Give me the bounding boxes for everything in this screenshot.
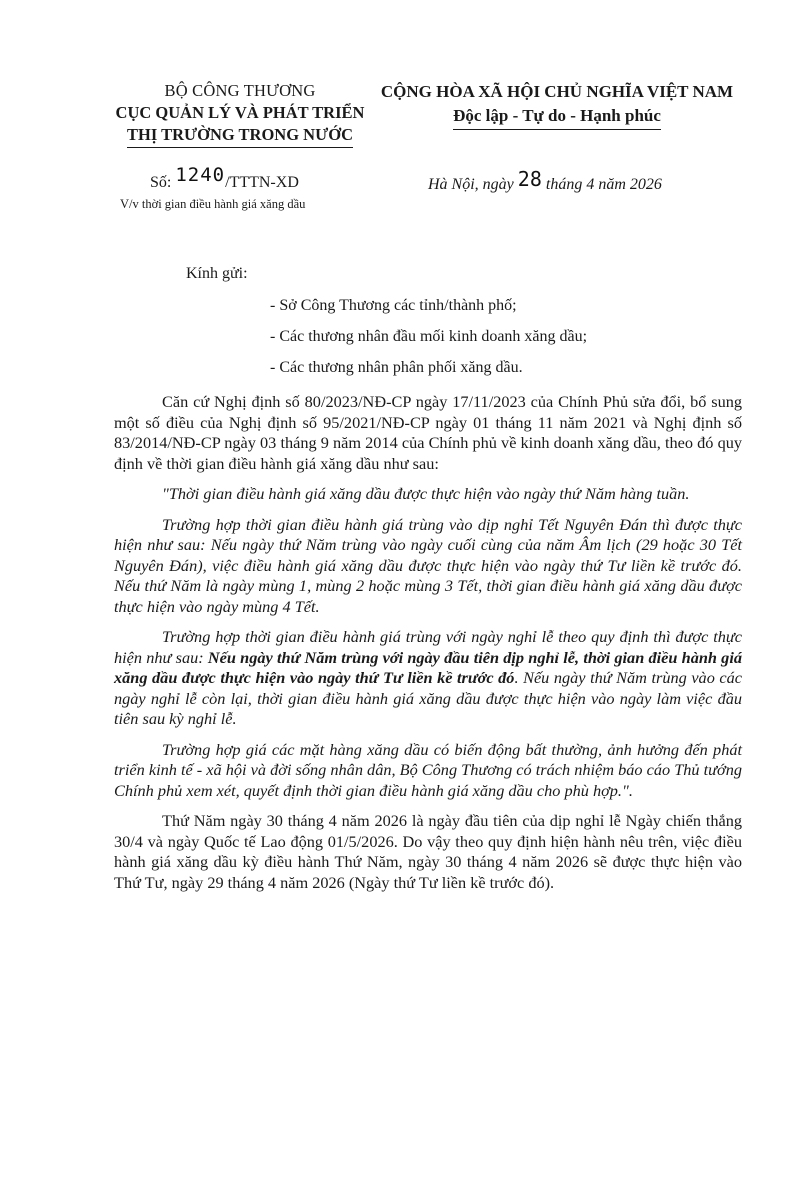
body-paragraph-conclusion: Thứ Năm ngày 30 tháng 4 năm 2026 là ngày đầu tiên của dịp nghỉ lễ Ngày chiến thắng 30/4 và ngày Quốc tế Lao động 01/5/2026. Do vậy theo quy định hiện hành nêu trên, việc điều hành giá xăng dầu kỳ điều hành Thứ Năm, ngày 30 tháng 4 năm 2026 sẽ được thực hiện vào Thứ Tư, ngày 29 tháng 4 năm 2026 (Ngày thứ Tư liền kề trước đó).: [114, 811, 742, 892]
national-motto: Độc lập - Tự do - Hạnh phúc: [453, 104, 661, 130]
department-name-line2: THỊ TRƯỜNG TRONG NƯỚC: [127, 124, 353, 148]
greeting: Kính gửi:: [186, 265, 248, 282]
issuing-agency-block: [100, 80, 380, 148]
document-body: [114, 392, 742, 903]
quote-paragraph-abnormal: Trường hợp giá các mặt hàng xăng dầu có biến động bất thường, ảnh hưởng đến phát triển kinh tế - xã hội và đời sống nhân dân, Bộ Công Thương có trách nhiệm báo cáo Thủ tướng Chính phủ xem xét, quyết định thời gian điều hành giá xăng dầu cho phù hợp.".: [114, 739, 742, 800]
quote-paragraph-weekly: "Thời gian điều hành giá xăng dầu được thực hiện vào ngày thứ Năm hàng tuần.: [162, 484, 690, 503]
doc-number-handwritten: 1240: [175, 164, 226, 186]
recipient-item: - Sở Công Thương các tỉnh/thành phố;: [270, 297, 517, 314]
quote-holiday-intro: Trường hợp thời gian điều hành giá trùng với ngày nghỉ lễ theo quy định thì được thực hiện như sau:: [114, 627, 742, 667]
recipient-list: [270, 290, 587, 383]
quote-paragraph-tet: Trường hợp thời gian điều hành giá trùng vào dịp nghỉ Tết Nguyên Đán thì được thực hiện như sau: Nếu ngày thứ Năm trùng vào ngày cuối cùng của năm Âm lịch (29 hoặc 30 Tết Nguyên Đán), việc điều hành giá xăng dầu được thực hiện vào ngày thứ Tư liền kề trước đó. Nếu thứ Năm là ngày mùng 1, mùng 2 hoặc mùng 3 Tết, thời gian điều hành giá xăng dầu được thực hiện vào ngày mùng 4 Tết.: [114, 514, 742, 616]
document-date: [428, 167, 662, 194]
quote-holiday-emphasis: Nếu ngày thứ Năm trùng với ngày đầu tiên dịp nghỉ lễ, thời gian điều hành giá xăng dầu được thực hiện vào ngày thứ Tư liền kề trước đó: [114, 647, 742, 687]
body-paragraph-legal-basis: Căn cứ Nghị định số 80/2023/NĐ-CP ngày 17/11/2023 của Chính Phủ sửa đổi, bổ sung một số điều của Nghị định số 95/2021/NĐ-CP ngày 01 tháng 11 năm 2021 và Nghị định số 83/2014/NĐ-CP ngày 03 tháng 9 năm 2014 của Chính phủ về kinh doanh xăng dầu, theo đó quy định về thời gian điều hành giá xăng dầu như sau:: [114, 392, 742, 473]
republic-name: CỘNG HÒA XÃ HỘI CHỦ NGHĨA VIỆT NAM: [380, 82, 734, 101]
recipient-item: - Các thương nhân phân phối xăng dầu.: [270, 359, 523, 376]
date-suffix: tháng 4 năm 2026: [541, 176, 662, 193]
recipient-item: - Các thương nhân đầu mối kinh doanh xăng dầu;: [270, 328, 588, 345]
quote-holiday-rest: . Nếu ngày thứ Năm trùng vào các ngày nghỉ lễ còn lại, thời gian điều hành giá xăng dầu được thực hiện vào ngày làm việc đầu tiên sau kỳ nghỉ lễ.: [114, 668, 742, 728]
ministry-name: BỘ CÔNG THƯƠNG: [164, 81, 316, 100]
doc-number-prefix: Số:: [150, 174, 176, 191]
national-heading-block: [372, 80, 742, 130]
document-subject: V/v thời gian điều hành giá xăng dầu: [120, 197, 306, 211]
doc-number-suffix: /TTTN-XD: [225, 174, 299, 191]
quote-paragraph-holiday: [114, 627, 742, 730]
document-number: [150, 164, 299, 192]
date-prefix: Hà Nội, ngày: [428, 176, 518, 193]
department-name-line1: CỤC QUẢN LÝ VÀ PHÁT TRIỂN: [115, 103, 365, 122]
date-day-handwritten: 28: [517, 167, 542, 191]
